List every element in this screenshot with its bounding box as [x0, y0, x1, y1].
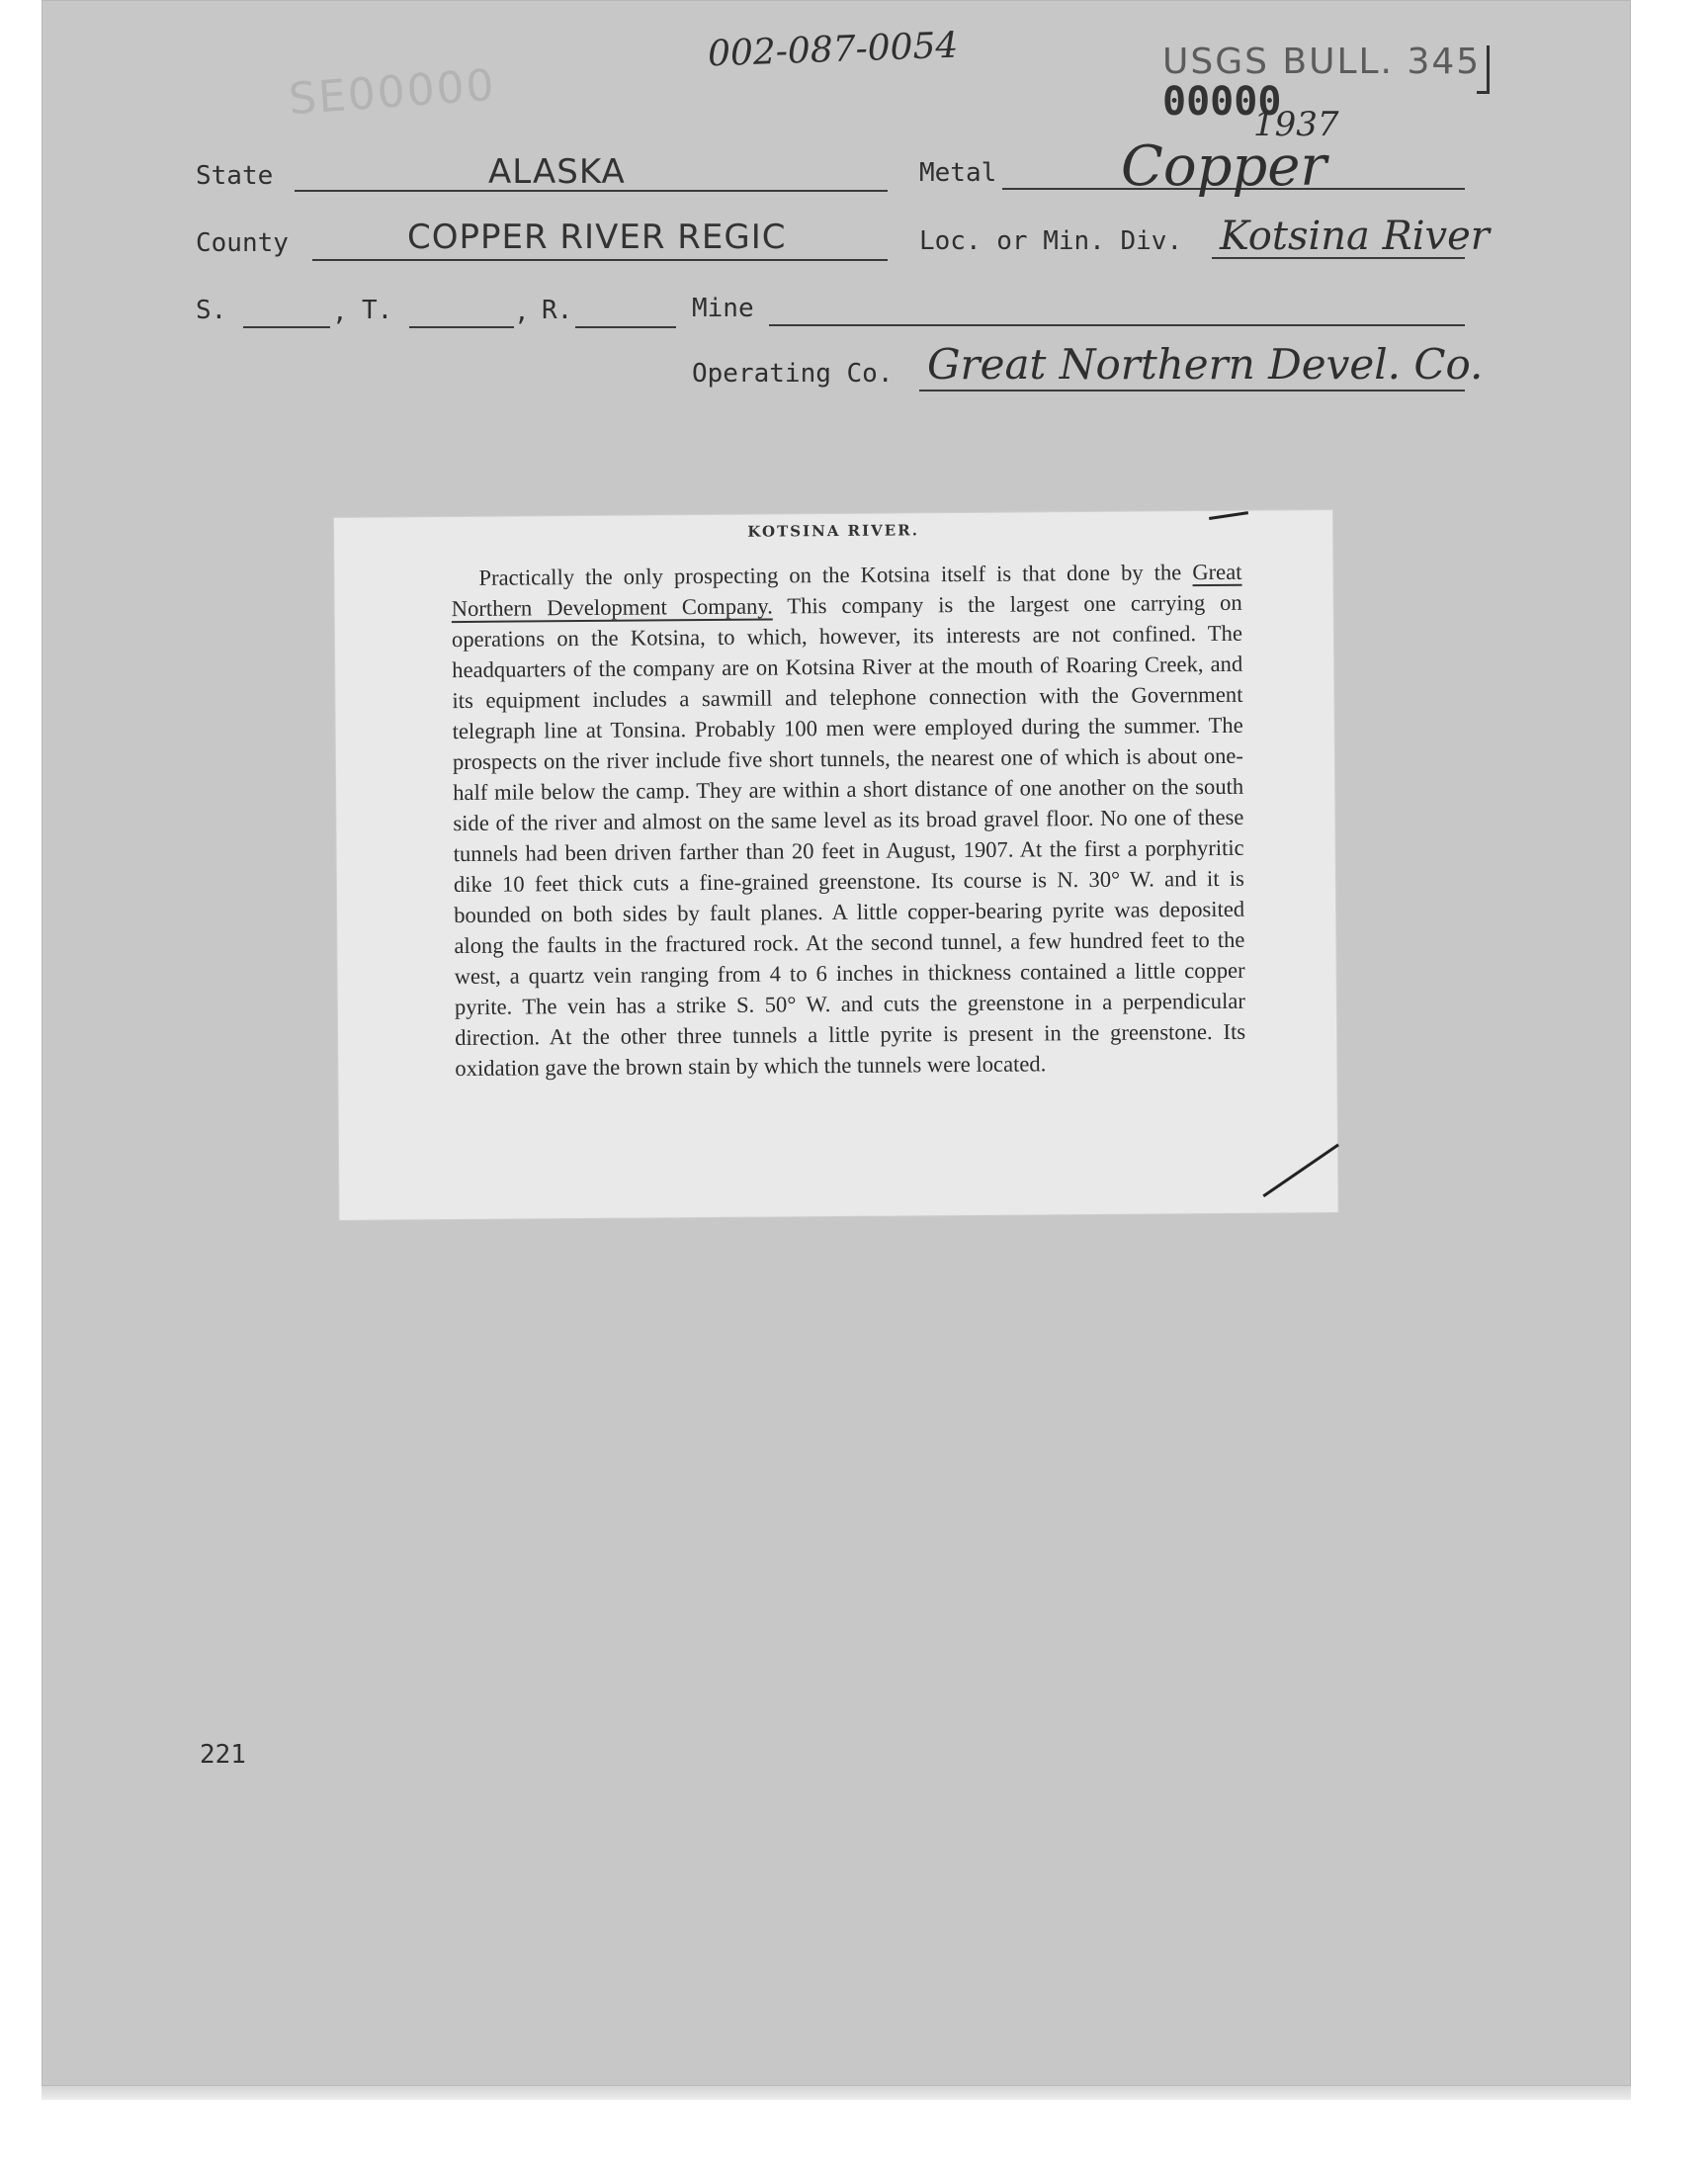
state-value: ALASKA: [488, 152, 626, 192]
state-label: State: [196, 161, 274, 191]
clipping-text-after: This company is the largest one carrying on operations on the Kotsina, to which, however, its interests are not confined. The headquarters of the company are on Kotsina River at the mouth of Roaring Creek, and its equipment includes a sawmill and telephone connection with the Government telegraph line at Tonsina. Probably 100 men were employed during the summer. The prospects on the river include five short tunnels, the nearest one of which is about one-half mile below the camp. They are within a short distance of one another on the south side of the river and almost on the same level as its broad gravel floor. No one of these tunnels had been driven farther than 20 feet in August, 1907. At the first a porphyritic dike 10 feet thick cuts a fine-grained greenstone. Its course is N. 30° W. and it is bounded on both sides by fault planes. A little copper-bearing pyrite was deposited along the faults in the fractured rock. At the second tunnel, a few hundred feet to the west, a quartz vein ranging from 4 to 6 inches in thickness contained a little copper pyrite. The vein has a strike S. 50° W. and cuts the greenstone in a perpendicular direction. At the other three tunnels a little pyrite is present in the greenstone. Its oxidation gave the brown stain by which the tunnels were located.: [451, 589, 1246, 1082]
section-separator: ,: [332, 298, 348, 327]
range-label: R.: [542, 296, 573, 325]
corner-mark-bottom: [1262, 1144, 1339, 1198]
clipping-text-before: Practically the only prospecting on the Kotsina itself is that done by the: [478, 560, 1193, 590]
range-line: [575, 326, 676, 328]
county-line: [312, 259, 888, 261]
county-value: COPPER RIVER REGIC: [407, 218, 787, 257]
mine-label: Mine: [692, 294, 754, 323]
article-clipping: [334, 510, 1338, 1220]
serial-stamp: 00000: [1162, 79, 1282, 125]
serial-handwritten: 1937: [1253, 105, 1339, 144]
county-label: County: [196, 228, 289, 258]
card-edge-strip: [42, 2086, 1631, 2100]
faded-number-stamp: SE00000: [287, 59, 498, 126]
clipping-paragraph: [451, 557, 1245, 1084]
township-separator: ,: [514, 298, 530, 327]
metal-label: Metal: [919, 158, 997, 188]
metal-value: Copper: [1121, 134, 1327, 199]
section-line: [243, 326, 330, 328]
location-value: Kotsina River: [1220, 214, 1490, 259]
location-label: Loc. or Min. Div.: [919, 226, 1183, 256]
section-label: S.: [196, 296, 227, 325]
bulletin-stamp-bracket: [1477, 45, 1490, 94]
operating-company-line: [919, 390, 1465, 392]
township-label: T.: [362, 296, 393, 325]
clipping-title: KOTSINA RIVER.: [747, 521, 919, 541]
page-number: 221: [200, 1740, 246, 1770]
township-line: [409, 326, 514, 328]
clipping-underlined-company: Great Northern Development Company.: [451, 559, 1242, 622]
operating-company-value: Great Northern Devel. Co.: [927, 340, 1484, 389]
usgs-bulletin-stamp: USGS BULL. 345: [1162, 42, 1482, 82]
doc-number: 002-087-0054: [707, 25, 960, 75]
operating-company-label: Operating Co.: [692, 359, 894, 389]
mine-line: [769, 324, 1465, 326]
